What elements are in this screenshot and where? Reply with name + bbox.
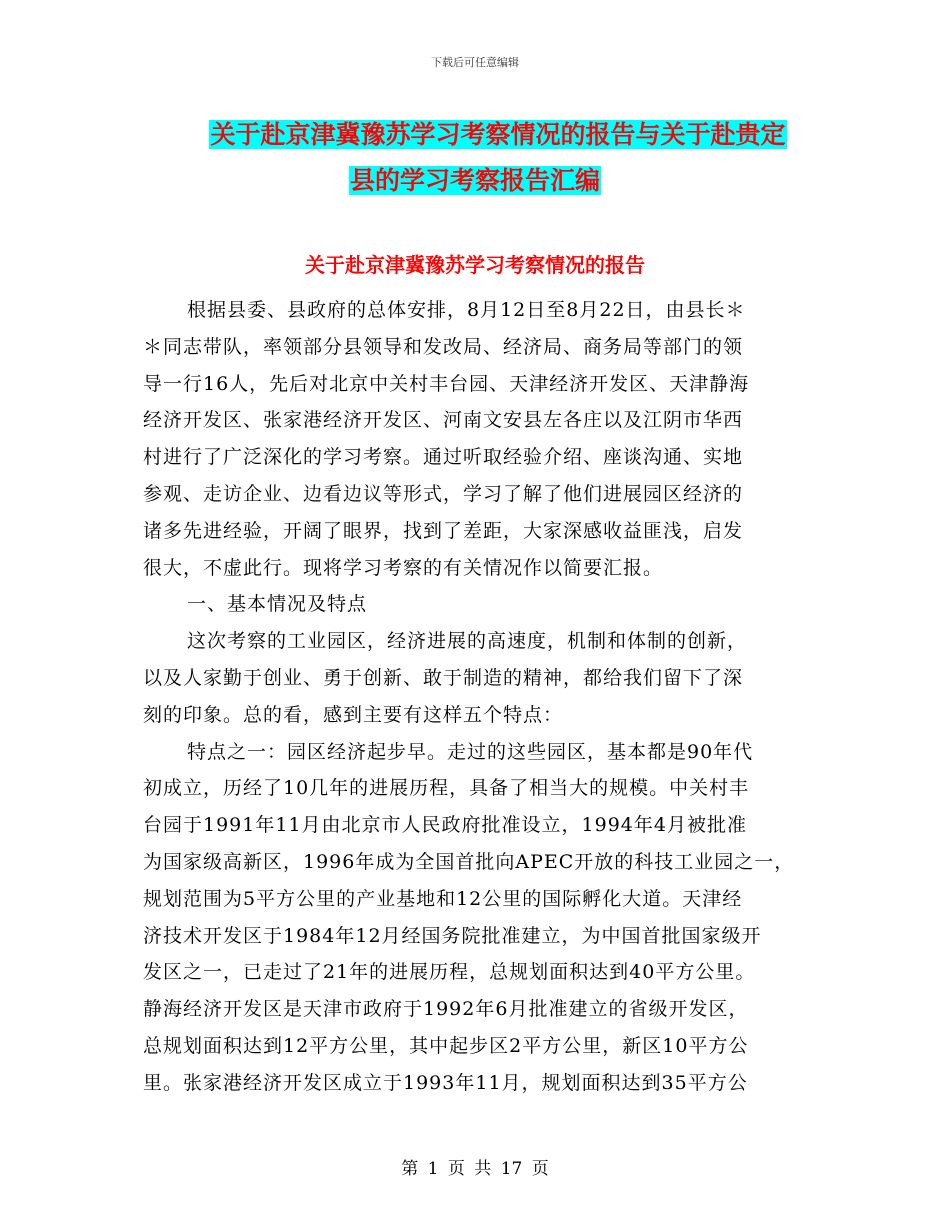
body-line: 发区之一，已走过了21年的进展历程，总规划面积达到40平方公里。 [143,961,756,984]
body-line: 经济开发区、张家港经济开发区、河南文安县左各庄以及江阴市华西 [143,409,744,432]
main-title-line-1 [0,112,950,158]
main-title-line-2 [0,158,950,204]
page-header-note: 下载后可任意编辑 [431,56,519,69]
body-line: 诸多先进经验，开阔了眼界，找到了差距，大家深感收益匪浅，启发 [143,519,744,542]
section-title: 关于赴京津冀豫苏学习考察情况的报告 [305,253,645,277]
body-line: 里。张家港经济开发区成立于1993年11月，规划面积达到35平方公 [143,1071,748,1094]
section-heading: 一、基本情况及特点 [187,593,368,616]
body-line: 台园于1991年11月由北京市人民政府批准设立，1994年4月被批准 [143,814,747,837]
body-line: 刻的印象。总的看，感到主要有这样五个特点： [143,703,564,726]
body-line: 初成立，历经了10几年的进展历程，具备了相当大的规模。中关村丰 [143,777,750,800]
body-text [143,292,819,1102]
body-line: 根据县委、县政府的总体安排，8月12日至8月22日，由县长＊ [187,299,746,321]
body-line: 参观、走访企业、边看边议等形式，学习了解了他们进展园区经济的 [143,482,744,505]
body-line: 规划范围为5平方公里的产业基地和12公里的国际孵化大道。天津经 [143,887,743,910]
body-line: 村进行了广泛深化的学习考察。通过听取经验介绍、座谈沟通、实地 [143,446,744,469]
body-line: 济技术开发区于1984年12月经国务院批准建立，为中国首批国家级开 [143,924,762,947]
body-line: 特点之一：园区经济起步早。走过的这些园区，基本都是90年代 [187,740,754,763]
body-line: ＊同志带队，率领部分县领导和发改局、经济局、商务局等部门的领 [143,335,744,358]
body-line: 为国家级高新区，1996年成为全国首批向APEC开放的科技工业园之一， [143,850,795,873]
main-title-line-2-text: 县的学习考察报告汇编 [349,166,600,195]
main-title [0,112,950,204]
body-line: 很大，不虚此行。现将学习考察的有关情况作以简要汇报。 [143,556,664,579]
main-title-line-1-text: 关于赴京津冀豫苏学习考察情况的报告与关于赴贵定 [210,120,786,149]
body-line: 导一行16人，先后对北京中关村丰台园、天津经济开发区、天津静海 [143,372,750,395]
body-line: 这次考察的工业园区，经济进展的高速度，机制和体制的创新， [187,630,748,653]
body-line: 总规划面积达到12平方公里，其中起步区2平方公里，新区10平方公 [143,1034,749,1057]
body-line: 以及人家勤于创业、勇于创新、敢于制造的精神，都给我们留下了深 [143,666,744,689]
page-footer: 第 1 页 共 17 页 [401,1159,549,1179]
body-line: 静海经济开发区是天津市政府于1992年6月批准建立的省级开发区， [143,998,749,1021]
